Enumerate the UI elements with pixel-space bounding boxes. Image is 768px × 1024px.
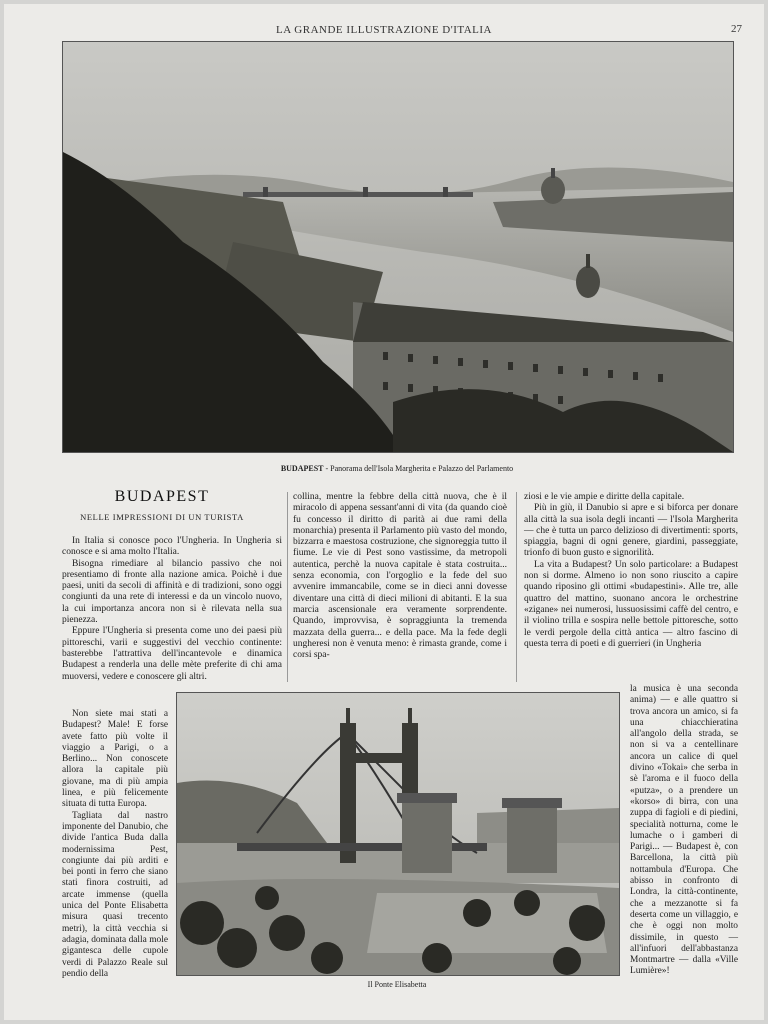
bridge-caption: Il Ponte Elisabetta <box>367 980 427 989</box>
paragraph: Eppure l'Ungheria si presenta come uno dei paesi più pittoreschi, varii e suggestivi del vecchio continente: basterebbe l'attrattiva dell'incantevole e dinamica Budapest a renderla una delle mète preferite di chi ama muoversi, vedere e conoscere gli altri. <box>62 626 282 682</box>
paragraph: la musica è una seconda anima) — e alle quattro si trova ancora un amico, si fa una chiacchieratina all'angolo della strada, se non si va a centellinare ancora un calice di quel divino «Tokai» che serba in sè l'aroma e il fuoco della «putza», o a prendere un «korso» di birra, con una zuppa di fagioli e di piedini, specialità notturna, come le lumache o i gamberi di Parigi... — Budapest è, con Barcellona, la città più nottambula d'Europa. Che abisso in confronto di Londra, la città-continente, che a mezzanotte si fa deserta come un villaggio, e che è oggi non molto dissimile, in questo — all'infuori dell'abbastanza Montmartre — dalla «Ville Lumière»! <box>630 684 738 977</box>
column-4-lower <box>630 684 738 978</box>
page-number: 27 <box>731 23 742 35</box>
panorama-caption <box>62 464 732 473</box>
column-3 <box>524 492 738 650</box>
paragraph: Bisogna rimediare al bilancio passivo che noi presentiamo di fronte alla nazione amica. Poichè i due paesi, uniti da secoli di affinità e di tradizioni, sono oggi congiunti da una rete di interessi e da un vincolo nuovo, la cui importanza ancora non si è rilevata nella sua pienezza. <box>62 558 282 626</box>
column-1 <box>62 536 282 683</box>
article-title: BUDAPEST <box>114 488 210 505</box>
paragraph: ziosi e le vie ampie e diritte della capitale. <box>524 492 685 502</box>
paragraph: Più in giù, il Danubio si apre e si biforca per donare alla città la sua isola degli incanti — l'Isola Margherita — che è tutta un parco delizioso di divertimenti: sports, spiaggia, bagni di ogni genere, giardini, passeggiate, trionfo di buon gusto e signorilità. <box>524 503 738 559</box>
column-rule <box>287 492 288 682</box>
caption-place: BUDAPEST <box>280 464 324 473</box>
paragraph: La vita a Budapest? Un solo particolare: a Budapest non si dorme. Almeno io non sono riuscito a capire quando riposino gli ottimi «budapestini». Alle tre, alle quattro del mattino, suonano ancora le orchestrine «zigane» nei numerosi, lussuosissimi caffè del centro, e il violino trilla e sospira nelle bettole pittoresche, sotto le verdi pergole della città antica — altro fascino di questa terra di poeti e di guerrieri (in Ungheria <box>524 559 738 649</box>
bridge-photo <box>176 692 620 976</box>
caption-description: - Panorama dell'Isola Margherita e Palazzo del Parlamento <box>323 464 514 473</box>
column-1-lower <box>62 709 168 980</box>
column-rule <box>516 492 517 682</box>
running-header: LA GRANDE ILLUSTRAZIONE D'ITALIA <box>276 24 492 36</box>
paragraph: In Italia si conosce poco l'Ungheria. In Ungheria si conosce e si ama molto l'Italia. <box>62 536 282 558</box>
column-2 <box>293 492 507 661</box>
bridge-illustration <box>177 693 619 975</box>
paragraph: collina, mentre la febbre della città nuova, che è il miracolo di appena sessant'anni di vita (da quando cioè fu concesso il diritto di parità ai due rami della monarchia) presenta il Parlamento più vasto del mondo, bizzarra e maestosa costruzione, che signoreggia tutto il fiume. Le vie di Pest sono vastissime, da metropoli autentica, perchè la nuova capitale è stata costruita... senza economia, con l'orgoglio e la fede del suo avvenire immancabile, come se in dieci anni dovesse diventare una città di dieci milioni di abitanti. E la sua marcia ascensionale era veramente sorprendente. Quando, improvvisa, è sopraggiunta la tremenda mazzata della guerra... e della pace. Ma la fede degli ungheresi non è venuta meno: è rimasta grande, come i corsi spa- <box>293 492 507 661</box>
panorama-photo <box>62 41 734 453</box>
paragraph: Non siete mai stati a Budapest? Male! E forse avete fatto più volte il viaggio a Parigi, o a Berlino... Non conoscete allora la capitale più giovane, ma di più ampia linea, e più felicemente situata di tutta Europa. <box>62 709 168 810</box>
panorama-illustration <box>63 42 733 452</box>
magazine-page <box>4 4 764 1020</box>
paragraph: Tagliata dal nastro imponente del Danubio, che divide l'antica Buda dalla modernissima Pest, congiunte dai più arditi e bei ponti in ferro che siano stati finora costruiti, ad arcate immense (quella unica del Ponte Elisabetta misura quasi trecento metri), la città vecchia si adagia, dominata dalla mole gigantesca delle cupole verdi di Palazzo Reale sul pendio della <box>62 810 168 979</box>
article-subtitle: NELLE IMPRESSIONI DI UN TURISTA <box>80 512 244 522</box>
